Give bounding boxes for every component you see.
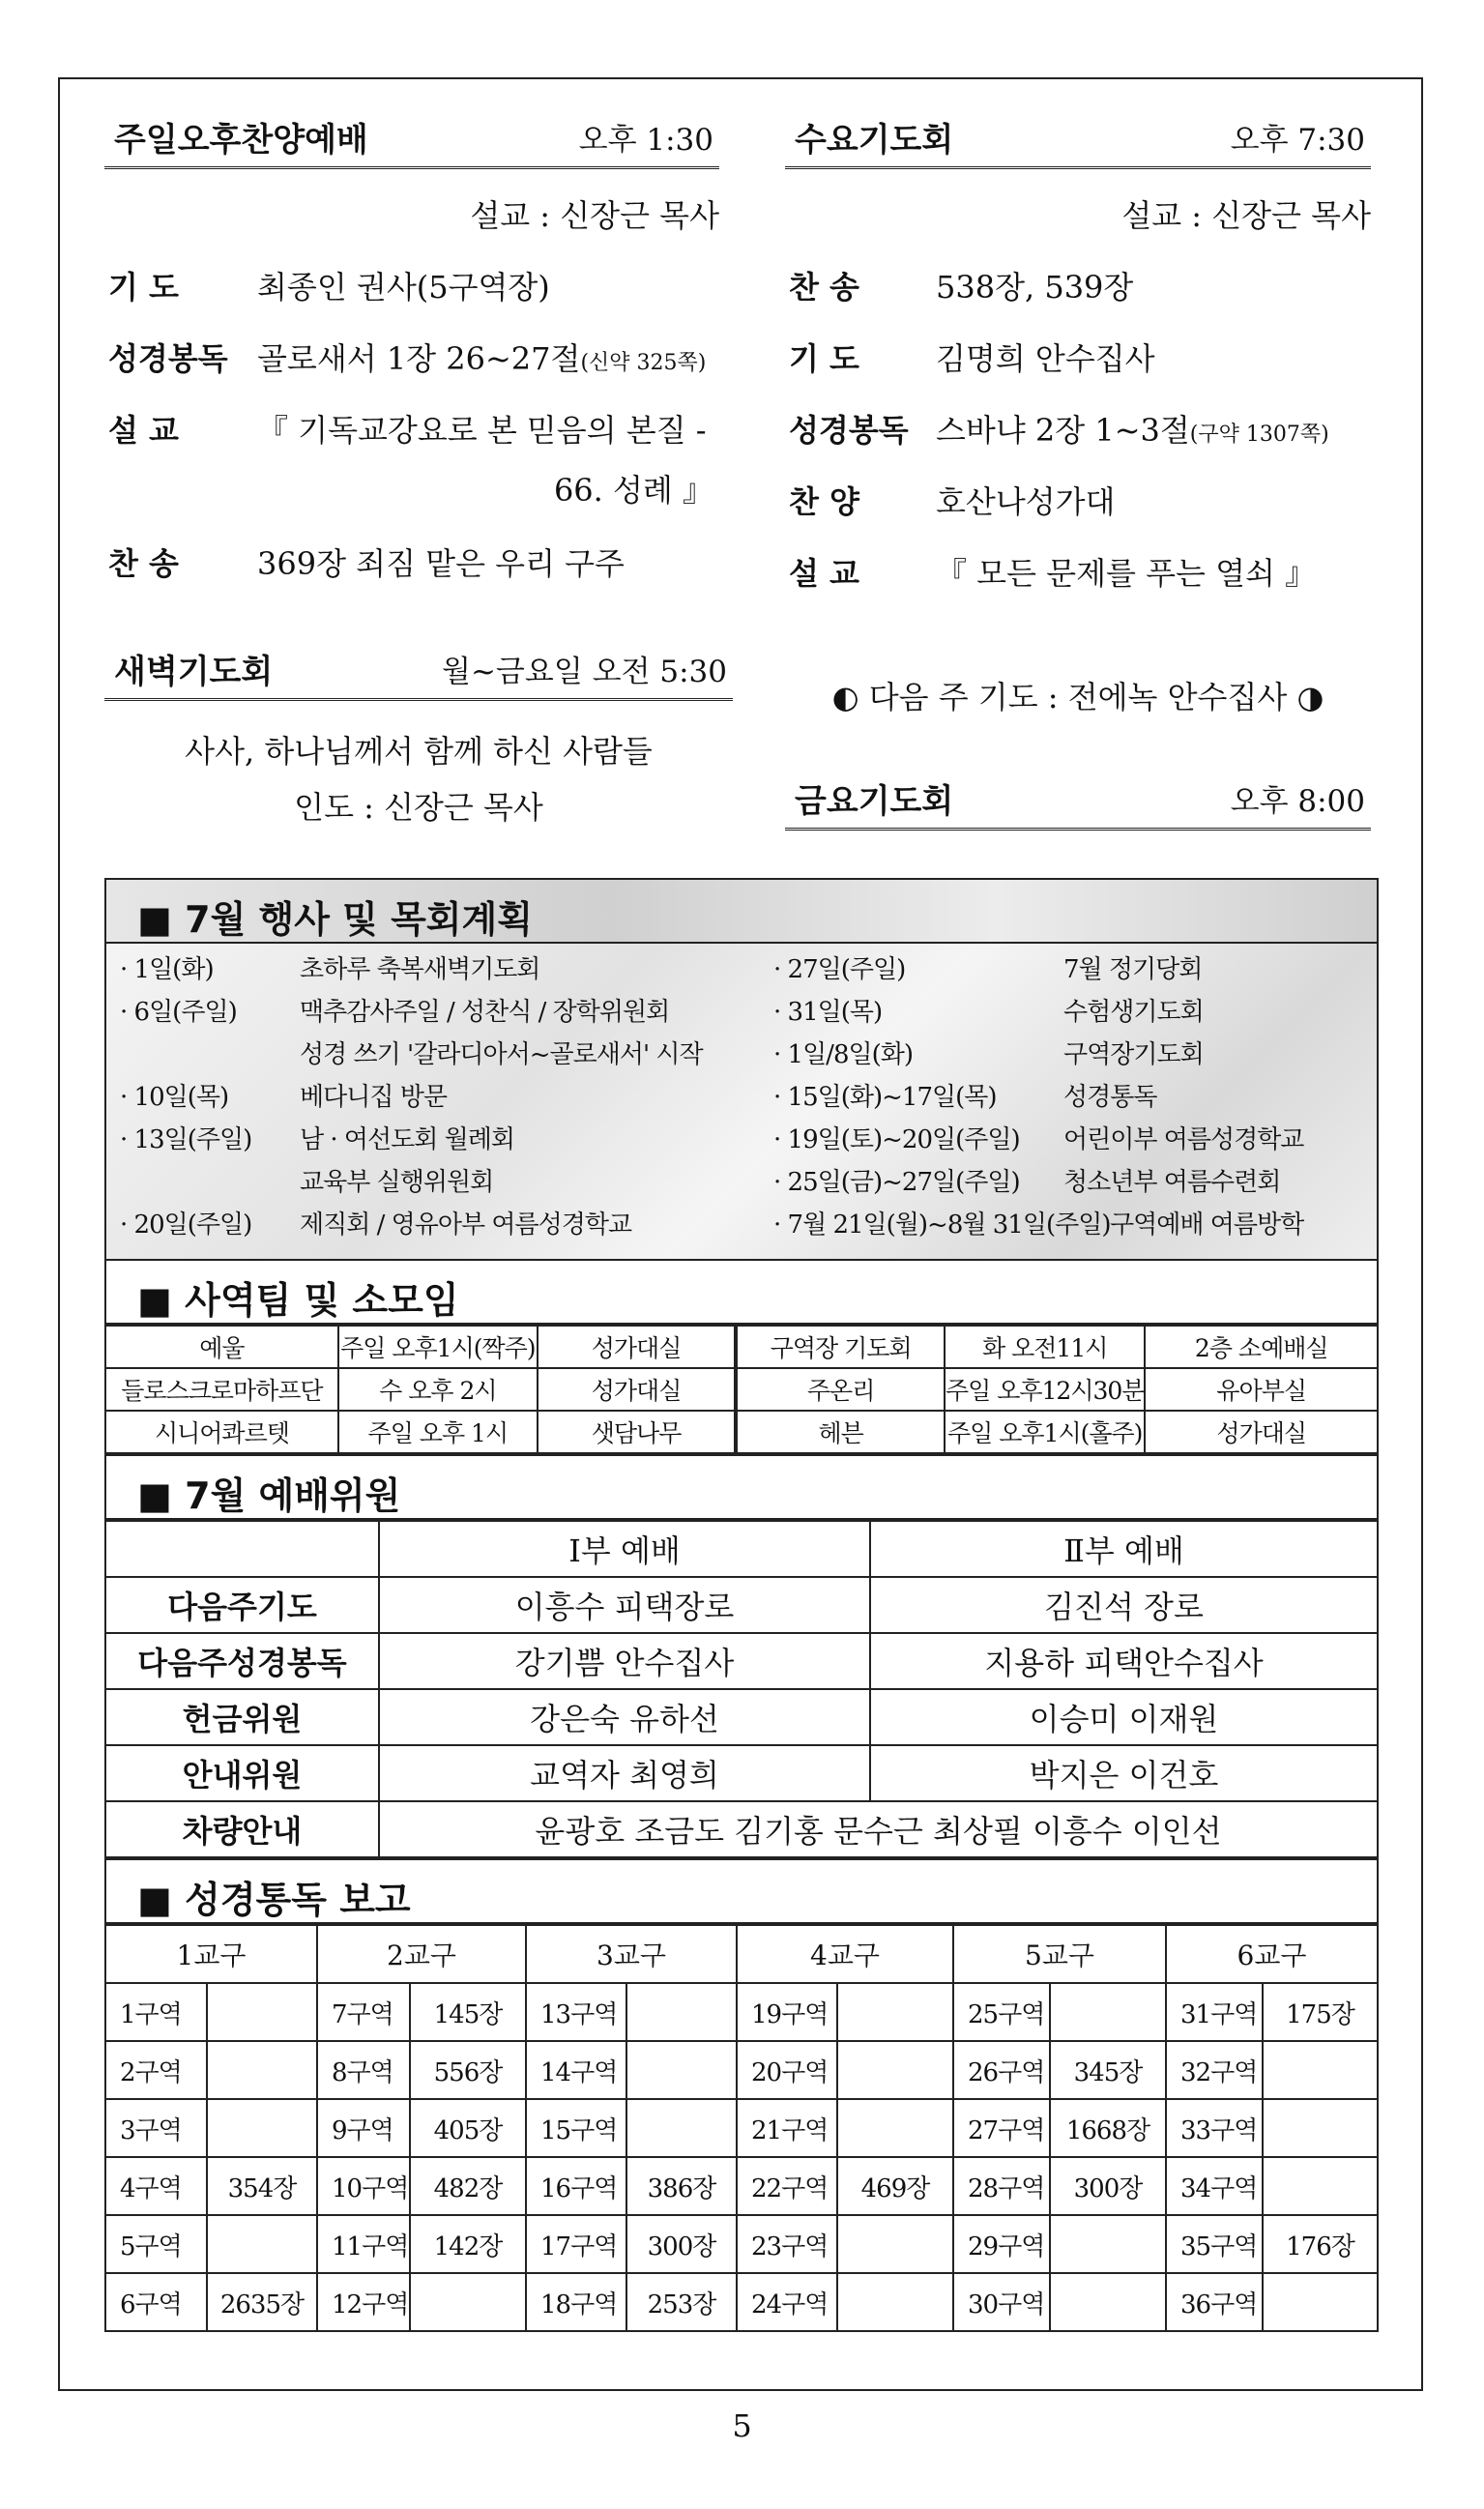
team-cell: 샛담나무 — [538, 1411, 736, 1453]
zone-cell: 26구역 — [953, 2041, 1050, 2099]
count-cell: 175장 — [1263, 1983, 1377, 2041]
zone-cell: 31구역 — [1166, 1983, 1263, 2041]
zone-cell: 23구역 — [737, 2215, 837, 2273]
zone-cell: 12구역 — [317, 2273, 410, 2330]
event-desc: 남 · 여선도회 월례회 — [300, 1125, 514, 1154]
wednesday-value-hymn: 538장, 539장 — [936, 269, 1134, 306]
zone-cell: 5구역 — [106, 2215, 207, 2273]
sunday-preacher: 설교 : 신장근 목사 — [470, 197, 719, 234]
event-desc: 초하루 축복새벽기도회 — [300, 955, 540, 984]
district-header: 4교구 — [737, 1925, 953, 1983]
event-desc: 교육부 실행위원회 — [300, 1168, 494, 1197]
table-row — [106, 1326, 1377, 1368]
worship-col2: Ⅱ부 예배 — [870, 1521, 1377, 1577]
count-cell: 176장 — [1263, 2215, 1377, 2273]
sunday-label-prayer: 기 도 — [108, 269, 179, 306]
count-cell — [626, 2041, 737, 2099]
zone-cell: 20구역 — [737, 2041, 837, 2099]
event-desc: 구역예배 여름방학 — [1110, 1211, 1304, 1240]
event-desc: 청소년부 여름수련회 — [1063, 1168, 1281, 1197]
zone-cell: 34구역 — [1166, 2157, 1263, 2215]
table-row — [106, 1411, 1377, 1453]
event-date: · 15일(화)~17일(목) — [773, 1083, 997, 1112]
worship-first: 강기쁨 안수집사 — [379, 1633, 870, 1689]
count-cell — [626, 2099, 737, 2157]
wednesday-title: 수요기도회 — [795, 121, 954, 160]
worship-car: 윤광호 조금도 김기홍 문수근 최상필 이흥수 이인선 — [379, 1801, 1377, 1857]
count-cell: 469장 — [837, 2157, 953, 2215]
table-row — [106, 2215, 1377, 2273]
info-box — [104, 878, 1379, 2332]
zone-cell: 8구역 — [317, 2041, 410, 2099]
count-cell: 354장 — [207, 2157, 317, 2215]
sunday-value-hymn: 369장 죄짐 맡은 우리 구주 — [257, 545, 625, 582]
dawn-title: 새벽기도회 — [114, 653, 274, 691]
zone-cell: 9구역 — [317, 2099, 410, 2157]
district-header: 6교구 — [1166, 1925, 1377, 1983]
count-cell — [1263, 2157, 1377, 2215]
wednesday-time: 오후 7:30 — [1230, 123, 1365, 158]
district-header: 5교구 — [953, 1925, 1166, 1983]
count-cell: 300장 — [626, 2215, 737, 2273]
event-date: · 7월 21일(월)~8월 31일(주일) — [773, 1211, 1111, 1240]
worship-col1: Ⅰ부 예배 — [379, 1521, 870, 1577]
table-row — [106, 2157, 1377, 2215]
team-cell: 성가대실 — [538, 1326, 736, 1368]
zone-cell: 21구역 — [737, 2099, 837, 2157]
count-cell — [1050, 2273, 1166, 2330]
count-cell — [837, 1983, 953, 2041]
dawn-time: 월~금요일 오전 5:30 — [442, 655, 727, 689]
sunday-value-sermon-2: 66. 성례 』 — [553, 472, 713, 509]
count-cell: 1668장 — [1050, 2099, 1166, 2157]
team-cell: 성가대실 — [1145, 1411, 1377, 1453]
table-row — [106, 1689, 1377, 1745]
event-date: · 19일(토)~20일(주일) — [773, 1125, 1020, 1154]
team-cell: 시니어콰르텟 — [106, 1411, 338, 1453]
sunday-label-hymn: 찬 송 — [108, 545, 179, 582]
wednesday-value-reading — [936, 406, 1329, 451]
wednesday-label-sermon: 설 교 — [789, 555, 859, 592]
worship-label: 헌금위원 — [106, 1689, 379, 1745]
team-cell: 유아부실 — [1145, 1368, 1377, 1411]
event-desc: 성경통독 — [1063, 1083, 1157, 1112]
sunday-reading-text: 골로새서 1장 26~27절 — [257, 340, 581, 377]
wednesday-label-reading: 성경봉독 — [789, 412, 909, 449]
wednesday-label-hymn: 찬 송 — [789, 269, 859, 306]
zone-cell: 22구역 — [737, 2157, 837, 2215]
event-date: · 31일(목) — [773, 998, 883, 1027]
count-cell: 386장 — [626, 2157, 737, 2215]
events-list — [106, 944, 1377, 1261]
zone-cell: 1구역 — [106, 1983, 207, 2041]
zone-cell: 30구역 — [953, 2273, 1050, 2330]
bible-title: ■ 성경통독 보고 — [137, 1879, 411, 1921]
event-date: · 13일(주일) — [120, 1125, 252, 1154]
count-cell — [626, 1983, 737, 2041]
team-cell: 주일 오후1시(짝주) — [338, 1326, 538, 1368]
zone-cell: 4구역 — [106, 2157, 207, 2215]
count-cell — [207, 2215, 317, 2273]
dawn-line2: 인도 : 신장근 목사 — [294, 789, 543, 826]
wednesday-value-prayer: 김명희 안수집사 — [936, 340, 1155, 377]
zone-cell: 15구역 — [526, 2099, 626, 2157]
table-row — [106, 2099, 1377, 2157]
count-cell — [207, 2099, 317, 2157]
worship-second: 지용하 피택안수집사 — [870, 1633, 1377, 1689]
count-cell — [837, 2273, 953, 2330]
count-cell: 556장 — [410, 2041, 526, 2099]
team-cell: 주일 오후1시(홀주) — [945, 1411, 1145, 1453]
zone-cell: 16구역 — [526, 2157, 626, 2215]
sunday-label-reading: 성경봉독 — [108, 340, 228, 377]
team-cell: 수 오후 2시 — [338, 1368, 538, 1411]
worship-second: 김진석 장로 — [870, 1577, 1377, 1633]
district-header: 2교구 — [317, 1925, 526, 1983]
event-desc: 구역장기도회 — [1063, 1040, 1204, 1069]
zone-cell: 35구역 — [1166, 2215, 1263, 2273]
wednesday-label-prayer: 기 도 — [789, 340, 859, 377]
event-desc: 어린이부 여름성경학교 — [1063, 1125, 1304, 1154]
count-cell: 145장 — [410, 1983, 526, 2041]
worship-title: ■ 7월 예배위원 — [137, 1474, 401, 1517]
event-desc: 수험생기도회 — [1063, 998, 1204, 1027]
sunday-value-sermon: 『 기독교강요로 본 믿음의 본질 - — [257, 412, 707, 449]
event-date: · 1일/8일(화) — [773, 1040, 914, 1069]
sunday-reading-note: (신약 325쪽) — [580, 351, 707, 375]
friday-header — [785, 775, 1371, 831]
events-title: ■ 7월 행사 및 목회계획 — [137, 898, 533, 941]
count-cell: 405장 — [410, 2099, 526, 2157]
table-row — [106, 2273, 1377, 2330]
count-cell — [1263, 2099, 1377, 2157]
zone-cell: 13구역 — [526, 1983, 626, 2041]
worship-label: 다음주기도 — [106, 1577, 379, 1633]
worship-second: 박지은 이건호 — [870, 1745, 1377, 1801]
zone-cell: 25구역 — [953, 1983, 1050, 2041]
sunday-value-prayer: 최종인 권사(5구역장) — [257, 269, 550, 306]
wednesday-reading-text: 스바냐 2장 1~3절 — [936, 412, 1190, 449]
zone-cell: 29구역 — [953, 2215, 1050, 2273]
event-date: · 25일(금)~27일(주일) — [773, 1168, 1020, 1197]
table-row — [106, 1745, 1377, 1801]
event-date: · 27일(주일) — [773, 955, 906, 984]
count-cell — [207, 2041, 317, 2099]
teams-header — [106, 1261, 1377, 1325]
page-number: 5 — [732, 2407, 752, 2444]
events-header — [106, 880, 1377, 944]
table-row — [106, 1368, 1377, 1411]
wednesday-value-sermon: 『 모든 문제를 푸는 열쇠 』 — [936, 555, 1317, 592]
sunday-time: 오후 1:30 — [578, 123, 713, 158]
count-cell — [1050, 2215, 1166, 2273]
count-cell: 253장 — [626, 2273, 737, 2330]
wednesday-reading-note: (구약 1307쪽) — [1189, 423, 1329, 447]
teams-table — [106, 1325, 1377, 1454]
team-cell: 주일 오후12시30분 — [945, 1368, 1145, 1411]
wednesday-header — [785, 114, 1371, 169]
zone-cell: 10구역 — [317, 2157, 410, 2215]
table-row — [106, 1521, 1377, 1577]
zone-cell: 6구역 — [106, 2273, 207, 2330]
team-cell: 성가대실 — [538, 1368, 736, 1411]
zone-cell: 33구역 — [1166, 2099, 1263, 2157]
count-cell: 482장 — [410, 2157, 526, 2215]
worship-label: 안내위원 — [106, 1745, 379, 1801]
dawn-header — [104, 646, 733, 701]
worship-corner — [106, 1521, 379, 1577]
team-cell: 들로스크로마하프단 — [106, 1368, 338, 1411]
team-cell: 2층 소예배실 — [1145, 1326, 1377, 1368]
event-desc: 성경 쓰기 '갈라디아서~골로새서' 시작 — [300, 1040, 703, 1069]
event-desc: 맥추감사주일 / 성찬식 / 장학위원회 — [300, 998, 670, 1027]
worship-first: 교역자 최영희 — [379, 1745, 870, 1801]
table-row — [106, 2041, 1377, 2099]
team-cell: 헤븐 — [736, 1411, 945, 1453]
bible-table — [106, 1924, 1377, 2330]
zone-cell: 18구역 — [526, 2273, 626, 2330]
zone-cell: 17구역 — [526, 2215, 626, 2273]
zone-cell: 2구역 — [106, 2041, 207, 2099]
zone-cell: 24구역 — [737, 2273, 837, 2330]
zone-cell: 11구역 — [317, 2215, 410, 2273]
zone-cell: 3구역 — [106, 2099, 207, 2157]
count-cell — [837, 2041, 953, 2099]
event-date: · 1일(화) — [120, 955, 214, 984]
count-cell: 345장 — [1050, 2041, 1166, 2099]
team-cell: 예울 — [106, 1326, 338, 1368]
zone-cell: 36구역 — [1166, 2273, 1263, 2330]
event-desc: 제직회 / 영유아부 여름성경학교 — [300, 1211, 632, 1240]
event-desc: 베다니집 방문 — [300, 1083, 447, 1112]
zone-cell: 7구역 — [317, 1983, 410, 2041]
table-row — [106, 1633, 1377, 1689]
next-prayer: ◐ 다음 주 기도 : 전에녹 안수집사 ◑ — [831, 679, 1324, 715]
worship-car-label: 차량안내 — [106, 1801, 379, 1857]
team-cell: 화 오전11시 — [945, 1326, 1145, 1368]
zone-cell: 28구역 — [953, 2157, 1050, 2215]
event-date: · 10일(목) — [120, 1083, 229, 1112]
wednesday-value-anthem: 호산나성가대 — [936, 483, 1116, 520]
count-cell: 142장 — [410, 2215, 526, 2273]
teams-title: ■ 사역팀 및 소모임 — [137, 1279, 459, 1322]
worship-label: 다음주성경봉독 — [106, 1633, 379, 1689]
sunday-title: 주일오후찬양예배 — [114, 121, 368, 160]
count-cell — [1050, 1983, 1166, 2041]
event-date: · 6일(주일) — [120, 998, 237, 1027]
zone-cell: 32구역 — [1166, 2041, 1263, 2099]
worship-table — [106, 1520, 1377, 1858]
event-date: · 20일(주일) — [120, 1211, 252, 1240]
worship-header — [106, 1454, 1377, 1520]
friday-title: 금요기도회 — [795, 782, 954, 821]
count-cell: 2635장 — [207, 2273, 317, 2330]
bible-header — [106, 1858, 1377, 1924]
count-cell — [837, 2215, 953, 2273]
wednesday-label-anthem: 찬 양 — [789, 483, 859, 520]
count-cell — [410, 2273, 526, 2330]
zone-cell: 14구역 — [526, 2041, 626, 2099]
wednesday-preacher: 설교 : 신장근 목사 — [1121, 197, 1371, 234]
count-cell: 300장 — [1050, 2157, 1166, 2215]
event-desc: 7월 정기당회 — [1063, 955, 1203, 984]
zone-cell: 19구역 — [737, 1983, 837, 2041]
count-cell — [207, 1983, 317, 2041]
district-header: 3교구 — [526, 1925, 737, 1983]
sunday-label-sermon: 설 교 — [108, 412, 179, 449]
worship-second: 이승미 이재원 — [870, 1689, 1377, 1745]
team-cell: 구역장 기도회 — [736, 1326, 945, 1368]
count-cell — [837, 2099, 953, 2157]
zone-cell: 27구역 — [953, 2099, 1050, 2157]
dawn-line1: 사사, 하나님께서 함께 하신 사람들 — [185, 733, 653, 770]
table-row — [106, 1983, 1377, 2041]
worship-first: 이흥수 피택장로 — [379, 1577, 870, 1633]
table-row — [106, 1801, 1377, 1857]
table-row — [106, 1925, 1377, 1983]
team-cell: 주일 오후 1시 — [338, 1411, 538, 1453]
team-cell: 주온리 — [736, 1368, 945, 1411]
sunday-value-reading — [257, 335, 706, 379]
worship-first: 강은숙 유하선 — [379, 1689, 870, 1745]
friday-time: 오후 8:00 — [1230, 784, 1365, 819]
count-cell — [1263, 2273, 1377, 2330]
count-cell — [1263, 2041, 1377, 2099]
district-header: 1교구 — [106, 1925, 317, 1983]
table-row — [106, 1577, 1377, 1633]
sunday-header — [104, 114, 719, 169]
